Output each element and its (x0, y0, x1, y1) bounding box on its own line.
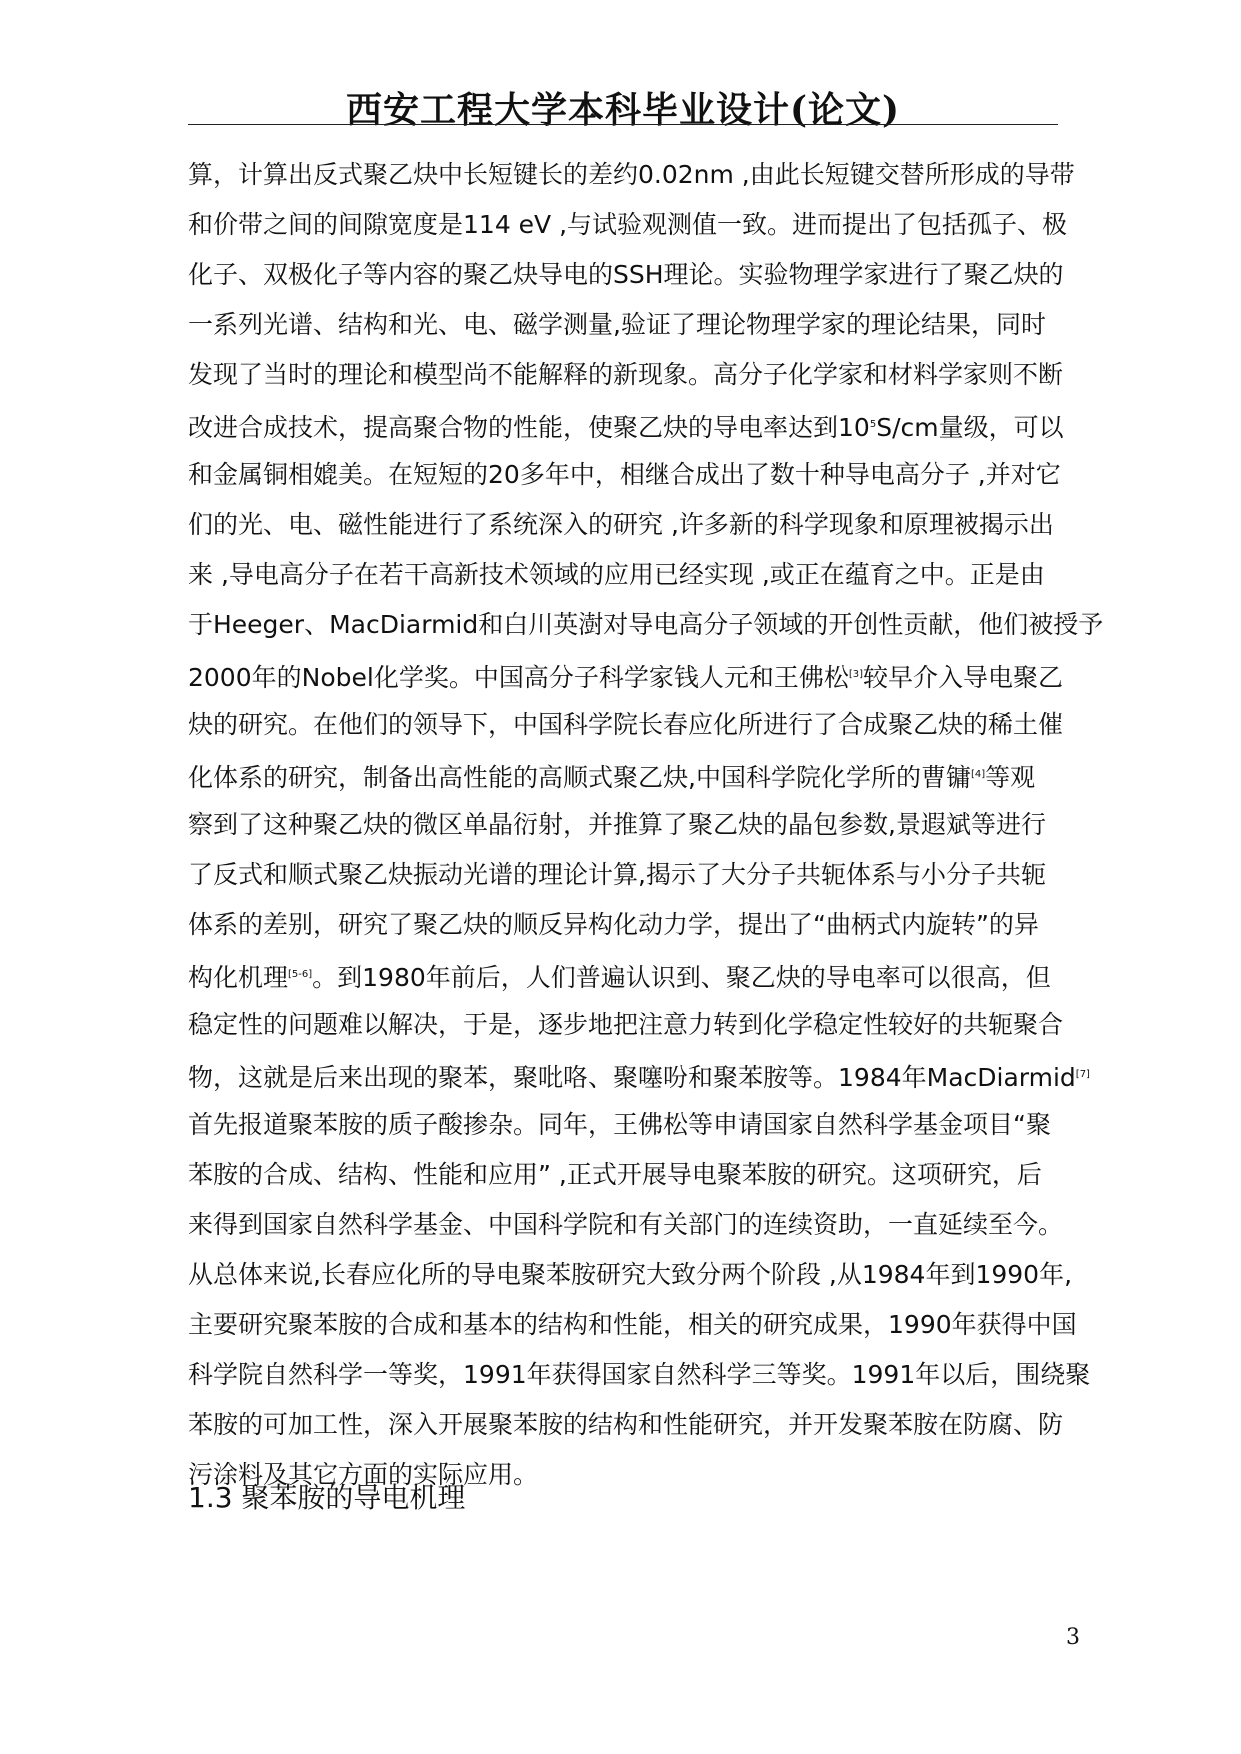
text-line-segment: 炔的研究。在他们的领导下，中国科学院长春应化所进行了合成聚乙炔的稀土催 (188, 710, 1064, 739)
text-line (188, 850, 1068, 900)
text-line-segment: 于Heeger、MacDiarmid和白川英澍对导电高分子领域的开创性贡献，他们被授予 (188, 610, 1104, 639)
text-line-segment: S/cm量级，可以 (876, 413, 1064, 442)
text-line (188, 700, 1068, 750)
text-line (188, 250, 1068, 300)
text-line (188, 600, 1104, 650)
text-line (188, 450, 1068, 500)
text-line (188, 400, 1068, 450)
text-line (188, 1050, 1090, 1100)
text-line (188, 1000, 1068, 1050)
text-line-segment: 了反式和顺式聚乙炔振动光谱的理论计算,揭示了大分子共轭体系与小分子共轭 (188, 860, 1046, 889)
document-header-title: 西安工程大学本科毕业设计(论文) (345, 89, 901, 131)
text-line-segment: 和价带之间的间隙宽度是114 eV ,与试验观测值一致。进而提出了包括孤子、极 (188, 210, 1068, 239)
text-line (188, 800, 1068, 850)
text-line-segment: 科学院自然科学一等奖，1991年获得国家自然科学三等奖。1991年以后，围绕聚 (188, 1360, 1091, 1389)
text-line (188, 650, 1068, 700)
text-line-segment: 污涂料及其它方面的实际应用。 (188, 1460, 539, 1489)
text-line-segment: 较早介入导电聚乙 (863, 663, 1064, 692)
text-line-segment: 来得到国家自然科学基金、中国科学院和有关部门的连续资助，一直延续至今。 (188, 1210, 1064, 1239)
text-line-segment: 改进合成技术，提高聚合物的性能，使聚乙炔的导电率达到10 (188, 413, 870, 442)
text-line-segment: 来 ,导电高分子在若干高新技术领域的应用已经实现 ,或正在蕴育之中。正是由 (188, 560, 1045, 589)
text-line (188, 150, 1075, 200)
text-line-segment: 算，计算出反式聚乙炔中长短键长的差约0.02nm ,由此长短键交替所形成的导带 (188, 160, 1075, 189)
text-line-segment: 稳定性的问题难以解决，于是，逐步地把注意力转到化学稳定性较好的共轭聚合 (188, 1010, 1064, 1039)
text-line-segment: 等观 (985, 763, 1036, 792)
text-line-segment: 发现了当时的理论和模型尚不能解释的新现象。高分子化学家和材料学家则不断 (188, 360, 1064, 389)
text-line-segment: 苯胺的合成、结构、性能和应用” ,正式开展导电聚苯胺的研究。这项研究，后 (188, 1160, 1042, 1189)
text-line-segment: 首先报道聚苯胺的质子酸掺杂。同年，王佛松等申请国家自然科学基金项目“聚 (188, 1110, 1051, 1139)
text-line-segment: 构化机理 (188, 963, 289, 992)
citation-superscript: [4] (970, 769, 986, 780)
text-line (188, 1150, 1068, 1200)
text-line (188, 900, 1068, 950)
citation-superscript: 5 (869, 419, 877, 430)
text-line-segment: 们的光、电、磁性能进行了系统深入的研究 ,许多新的科学现象和原理被揭示出 (188, 510, 1054, 539)
section-heading: 1.3 聚苯胺的导电机理 (188, 1481, 466, 1514)
text-line-segment: 物，这就是后来出现的聚苯，聚吡咯、聚噻吩和聚苯胺等。1984年MacDiarmid (188, 1063, 1076, 1092)
text-line-segment: 2000年的Nobel化学奖。中国高分子科学家钱人元和王佛松 (188, 663, 849, 692)
text-line-segment: 体系的差别，研究了聚乙炔的顺反异构化动力学，提出了“曲柄式内旋转”的异 (188, 910, 1039, 939)
citation-superscript: [5-6] (288, 969, 313, 980)
text-line-segment: 察到了这种聚乙炔的微区单晶衍射，并推算了聚乙炔的晶包参数,景遐斌等进行 (188, 810, 1046, 839)
text-line (188, 1400, 1068, 1450)
text-line (188, 1250, 1073, 1300)
text-line (188, 300, 1068, 350)
page-number: 3 (1066, 1625, 1080, 1650)
citation-superscript: [7] (1075, 1069, 1090, 1080)
text-line-segment: 化子、双极化子等内容的聚乙炔导电的SSH理论。实验物理学家进行了聚乙炔的 (188, 260, 1064, 289)
text-line (188, 350, 1068, 400)
text-line (188, 1350, 1091, 1400)
text-line (188, 1100, 1068, 1150)
text-line-segment: 和金属铜相媲美。在短短的20多年中，相继合成出了数十种导电高分子 ,并对它 (188, 460, 1061, 489)
text-line (188, 500, 1068, 550)
text-line (188, 1200, 1068, 1250)
text-line-segment: 从总体来说,长春应化所的导电聚苯胺研究大致分两个阶段 ,从1984年到1990年, (188, 1260, 1073, 1289)
citation-superscript: [3] (848, 669, 863, 680)
text-line (188, 750, 1068, 800)
text-line-segment: 。到1980年前后，人们普遍认识到、聚乙炔的导电率可以很高，但 (312, 963, 1051, 992)
text-line-segment: 苯胺的可加工性，深入开展聚苯胺的结构和性能研究，并开发聚苯胺在防腐、防 (188, 1410, 1064, 1439)
text-line-segment: 化体系的研究，制备出高性能的高顺式聚乙炔,中国科学院化学所的曹镛 (188, 763, 971, 792)
text-line (188, 950, 1068, 1000)
body-paragraph (188, 150, 1104, 1500)
text-line (188, 1300, 1077, 1350)
text-line (188, 550, 1068, 600)
header-rule (188, 124, 1058, 125)
text-line (188, 200, 1068, 250)
text-line-segment: 主要研究聚苯胺的合成和基本的结构和性能，相关的研究成果，1990年获得中国 (188, 1310, 1077, 1339)
text-line-segment: 一系列光谱、结构和光、电、磁学测量,验证了理论物理学家的理论结果，同时 (188, 310, 1046, 339)
